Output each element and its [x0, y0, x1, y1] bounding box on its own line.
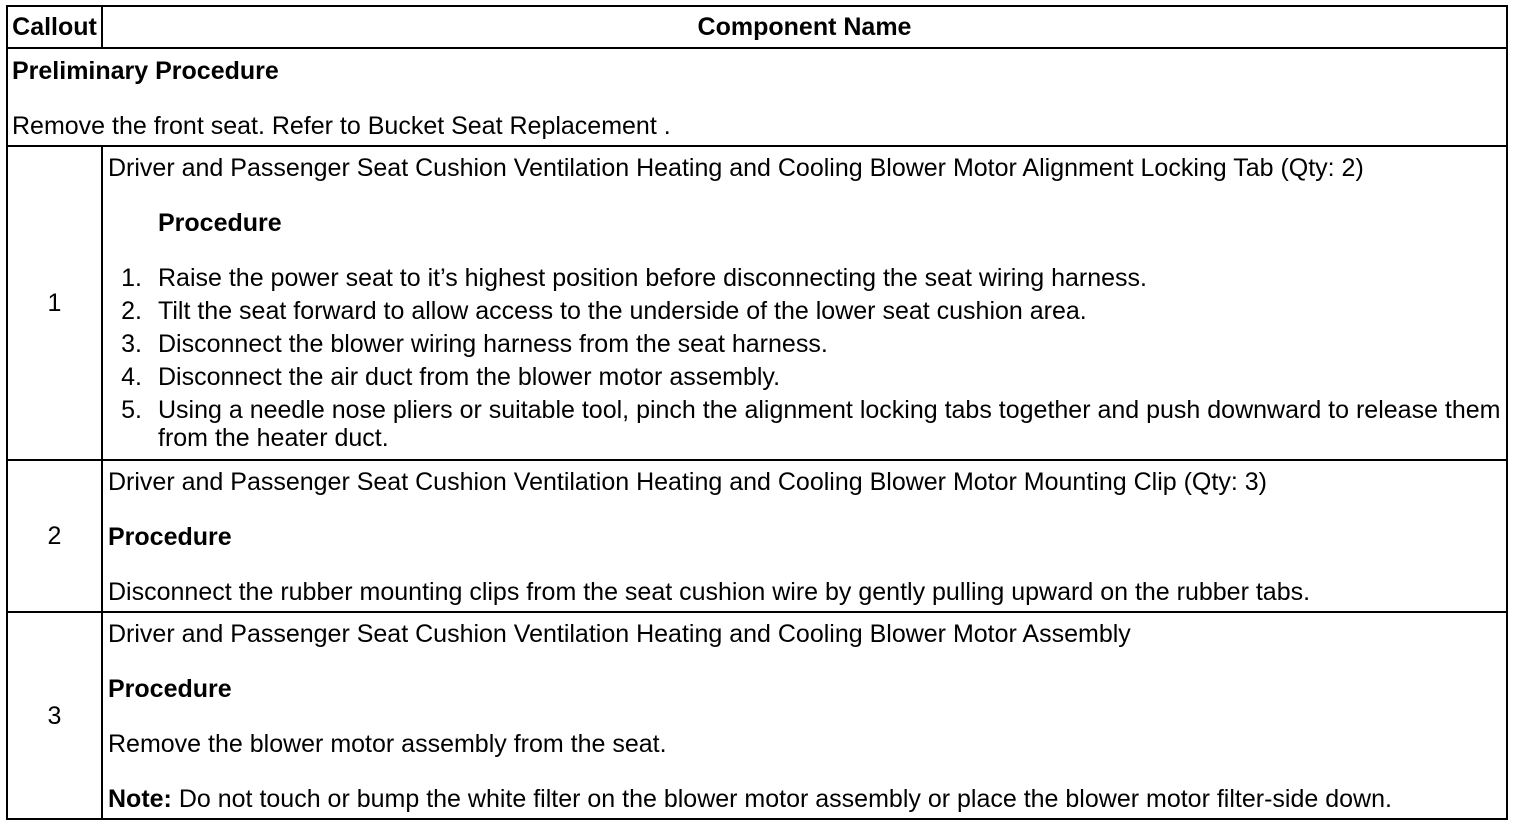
preliminary-instruction [12, 112, 1506, 140]
table-header-row [8, 7, 1506, 47]
procedure-step [108, 297, 1506, 325]
step-text: Tilt the seat forward to allow access to the underside of the lower seat cushion area. [158, 297, 1087, 325]
column-header-callout: Callout [12, 13, 97, 41]
step-number: 3. [121, 330, 142, 358]
preliminary-instruction-suffix: . [663, 112, 671, 140]
note [108, 785, 1506, 813]
callout-number: 3 [47, 701, 62, 730]
step-number: 1. [121, 264, 142, 292]
preliminary-procedure-cell [8, 49, 1506, 145]
table-row [8, 459, 1506, 611]
step-text: Raise the power seat to it’s highest position before disconnecting the seat wiring harness. [158, 264, 1148, 292]
step-text: Disconnect the air duct from the blower motor assembly. [158, 363, 781, 391]
callout-number: 2 [47, 522, 62, 550]
column-header-component-name: Component Name [101, 7, 1506, 47]
component-name: Driver and Passenger Seat Cushion Ventilation Heating and Cooling Blower Motor Assembly [108, 620, 1131, 648]
component-cell [101, 461, 1506, 611]
component-name: Driver and Passenger Seat Cushion Ventilation Heating and Cooling Blower Motor Mounting Clip (Qty: 3) [108, 468, 1267, 496]
procedure-heading: Procedure [108, 675, 232, 703]
procedure-heading: Procedure [108, 523, 232, 551]
callout-number: 1 [47, 289, 62, 317]
procedure-step [108, 363, 1506, 391]
component-name: Driver and Passenger Seat Cushion Ventilation Heating and Cooling Blower Motor Alignment Locking Tab (Qty: 2) [108, 154, 1364, 182]
step-text: Using a needle nose pliers or suitable tool, pinch the alignment locking tabs together and push downward to release them from the heater duct. [158, 396, 1501, 452]
step-number: 2. [121, 297, 142, 325]
component-cell [101, 613, 1506, 818]
step-number: 4. [121, 363, 142, 391]
procedure-step [108, 264, 1506, 292]
note-label: Note: [108, 785, 172, 813]
procedure-steps [108, 264, 1506, 452]
preliminary-procedure-row [8, 47, 1506, 145]
step-number: 5. [121, 396, 142, 424]
note-text: Do not touch or bump the white filter on the blower motor assembly or place the blower motor filter-side down. [178, 785, 1392, 813]
bucket-seat-replacement-link[interactable]: Bucket Seat Replacement [367, 112, 657, 140]
step-text: Disconnect the blower wiring harness from the seat harness. [158, 330, 828, 358]
table-row [8, 611, 1506, 818]
procedure-step [108, 396, 1506, 452]
table-row [8, 145, 1506, 459]
component-cell [101, 147, 1506, 459]
procedure-text: Disconnect the rubber mounting clips from the seat cushion wire by gently pulling upward on the rubber tabs. [108, 578, 1311, 606]
procedure-heading: Procedure [158, 209, 282, 237]
preliminary-instruction-text: Remove the front seat. Refer to [12, 112, 361, 140]
component-table [6, 5, 1508, 820]
preliminary-procedure-heading: Preliminary Procedure [12, 57, 279, 85]
procedure-step [108, 330, 1506, 358]
procedure-text: Remove the blower motor assembly from the seat. [108, 730, 667, 758]
